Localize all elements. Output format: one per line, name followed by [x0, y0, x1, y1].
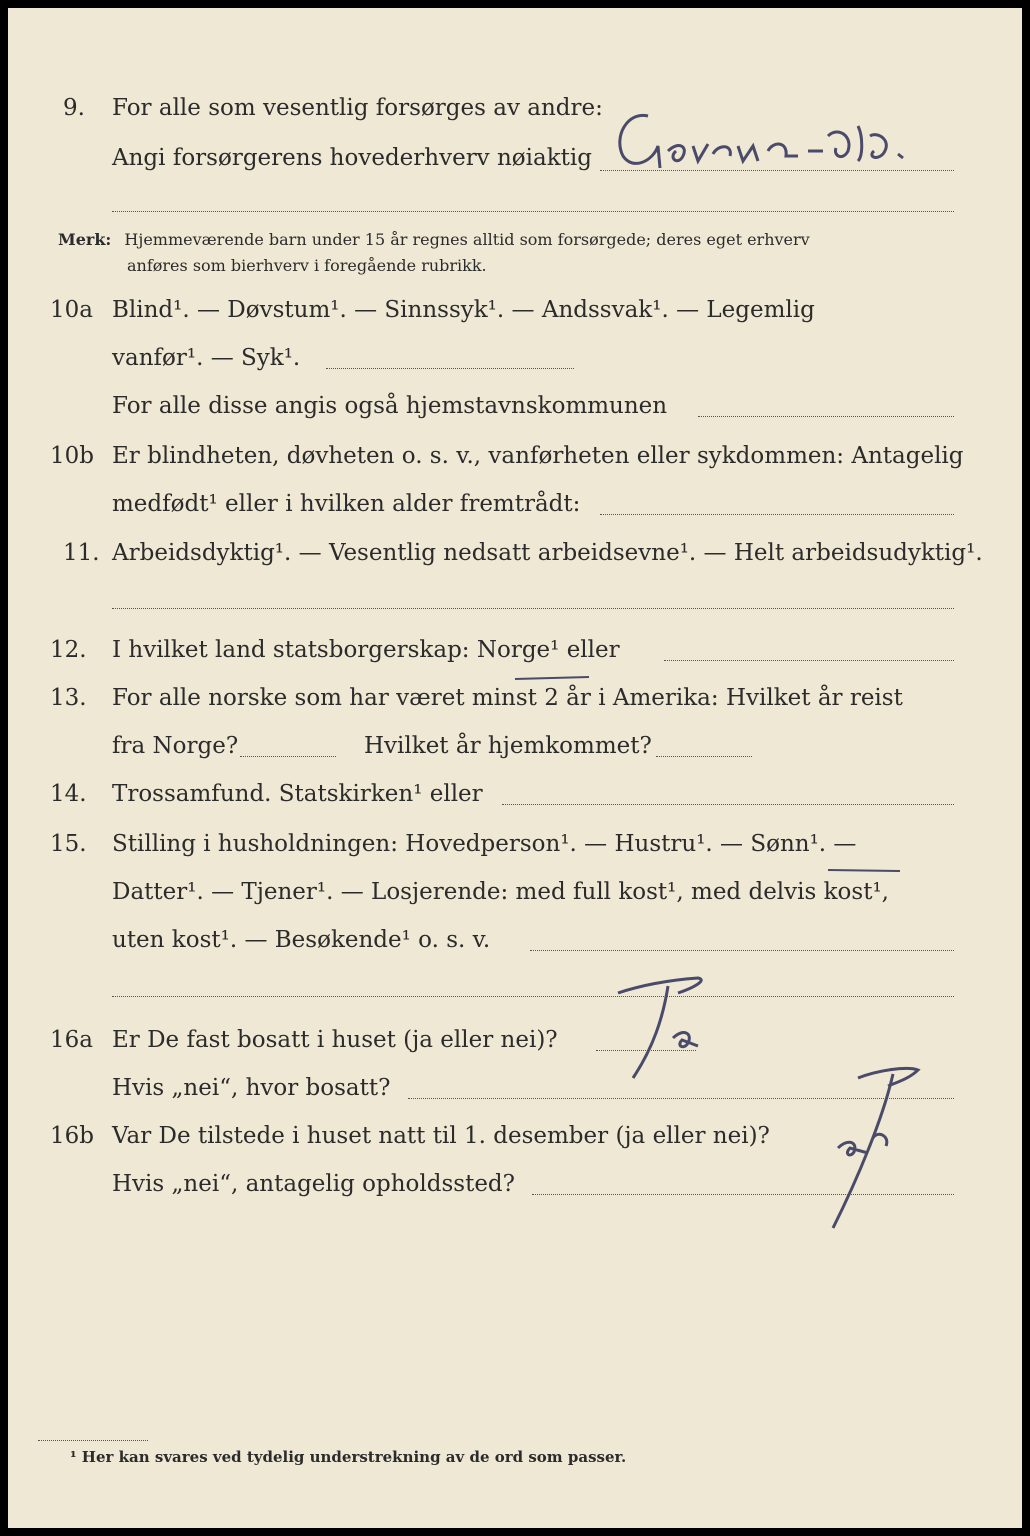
- q16a-number: 16a: [50, 1027, 93, 1053]
- merk-block: [58, 228, 810, 252]
- q16b-number: 16b: [50, 1123, 94, 1149]
- q10b-line1: Er blindheten, døvheten o. s. v., vanførheten eller sykdommen: Antagelig: [112, 443, 964, 469]
- q14-number: 14.: [50, 781, 87, 807]
- q10b-answer-line: [600, 514, 954, 515]
- q15-line1: Stilling i husholdningen: Hovedperson¹. — Hustru¹. — Sønn¹. —: [112, 831, 857, 857]
- q13-line1: For alle norske som har været minst 2 år i Amerika: Hvilket år reist: [112, 685, 903, 711]
- q9-answer-line: [600, 170, 954, 171]
- q9-number: 9.: [63, 95, 85, 121]
- q10a-line2: vanfør¹. — Syk¹.: [112, 345, 301, 371]
- q10b-line2: medfødt¹ eller i hvilken alder fremtrådt:: [112, 491, 581, 517]
- q16b-handwritten-answer: [798, 1058, 938, 1238]
- merk-line2: anføres som bierhverv i foregående rubrikk.: [127, 256, 487, 275]
- q13-reist-line: [240, 756, 336, 757]
- q16a-answer-line: [596, 1050, 696, 1051]
- q15-number: 15.: [50, 831, 87, 857]
- q13-hjemkommet-line: [656, 756, 752, 757]
- q15-answer-line: [530, 950, 954, 951]
- q10a-syk-line: [326, 368, 574, 369]
- q16a-bosatt-line: [408, 1098, 954, 1099]
- footnote-separator: [38, 1440, 148, 1441]
- merk-label: Merk:: [58, 230, 112, 249]
- q12-line1: I hvilket land statsborgerskap: Norge¹ eller: [112, 637, 620, 663]
- q10a-line1: Blind¹. — Døvstum¹. — Sinnssyk¹. — Andssvak¹. — Legemlig: [112, 297, 815, 323]
- q10a-hjemstavn-line: [698, 416, 954, 417]
- q16b-line2: Hvis „nei“, antagelig opholdssted?: [112, 1171, 515, 1197]
- q9-line2: Angi forsørgerens hovederhverv nøiaktig: [112, 145, 592, 171]
- q11-number: 11.: [63, 540, 100, 566]
- q15-line3: uten kost¹. — Besøkende¹ o. s. v.: [112, 927, 491, 953]
- q16a-line2: Hvis „nei“, hvor bosatt?: [112, 1075, 391, 1101]
- merk-line1: Hjemmeværende barn under 15 år regnes alltid som forsørgede; deres eget erhverv: [124, 230, 810, 249]
- q15-sonn-underline: [826, 860, 906, 870]
- q16a-line1: Er De fast bosatt i huset (ja eller nei)?: [112, 1027, 558, 1053]
- q16b-line1: Var De tilstede i huset natt til 1. desember (ja eller nei)?: [112, 1123, 770, 1149]
- q9-handwritten-answer: [608, 96, 968, 176]
- q13-line2b: Hvilket år hjemkommet?: [364, 733, 652, 759]
- q10a-number: 10a: [50, 297, 93, 323]
- q11-line1: Arbeidsdyktig¹. — Vesentlig nedsatt arbeidsevne¹. — Helt arbeidsudyktig¹.: [112, 540, 983, 566]
- q9-extra-line: [112, 211, 954, 212]
- q9-line1: For alle som vesentlig forsørges av andre:: [112, 95, 603, 121]
- q16b-opholdssted-line: [532, 1194, 954, 1195]
- q13-number: 13.: [50, 685, 87, 711]
- q10b-number: 10b: [50, 443, 94, 469]
- q14-answer-line: [502, 804, 954, 805]
- q13-line2a: fra Norge?: [112, 733, 239, 759]
- q12-number: 12.: [50, 637, 87, 663]
- footnote-text: ¹ Her kan svares ved tydelig understrekning av de ord som passer.: [70, 1448, 627, 1466]
- q15-line2: Datter¹. — Tjener¹. — Losjerende: med full kost¹, med delvis kost¹,: [112, 879, 889, 905]
- census-form-page: [8, 8, 1022, 1528]
- q10a-line3: For alle disse angis også hjemstavnskommunen: [112, 393, 668, 419]
- q16a-handwritten-answer: [598, 968, 718, 1088]
- q15-extra-line: [112, 996, 954, 997]
- q14-line1: Trossamfund. Statskirken¹ eller: [112, 781, 483, 807]
- q12-norge-underline: [513, 668, 593, 678]
- q11-extra-line: [112, 608, 954, 609]
- q12-answer-line: [664, 660, 954, 661]
